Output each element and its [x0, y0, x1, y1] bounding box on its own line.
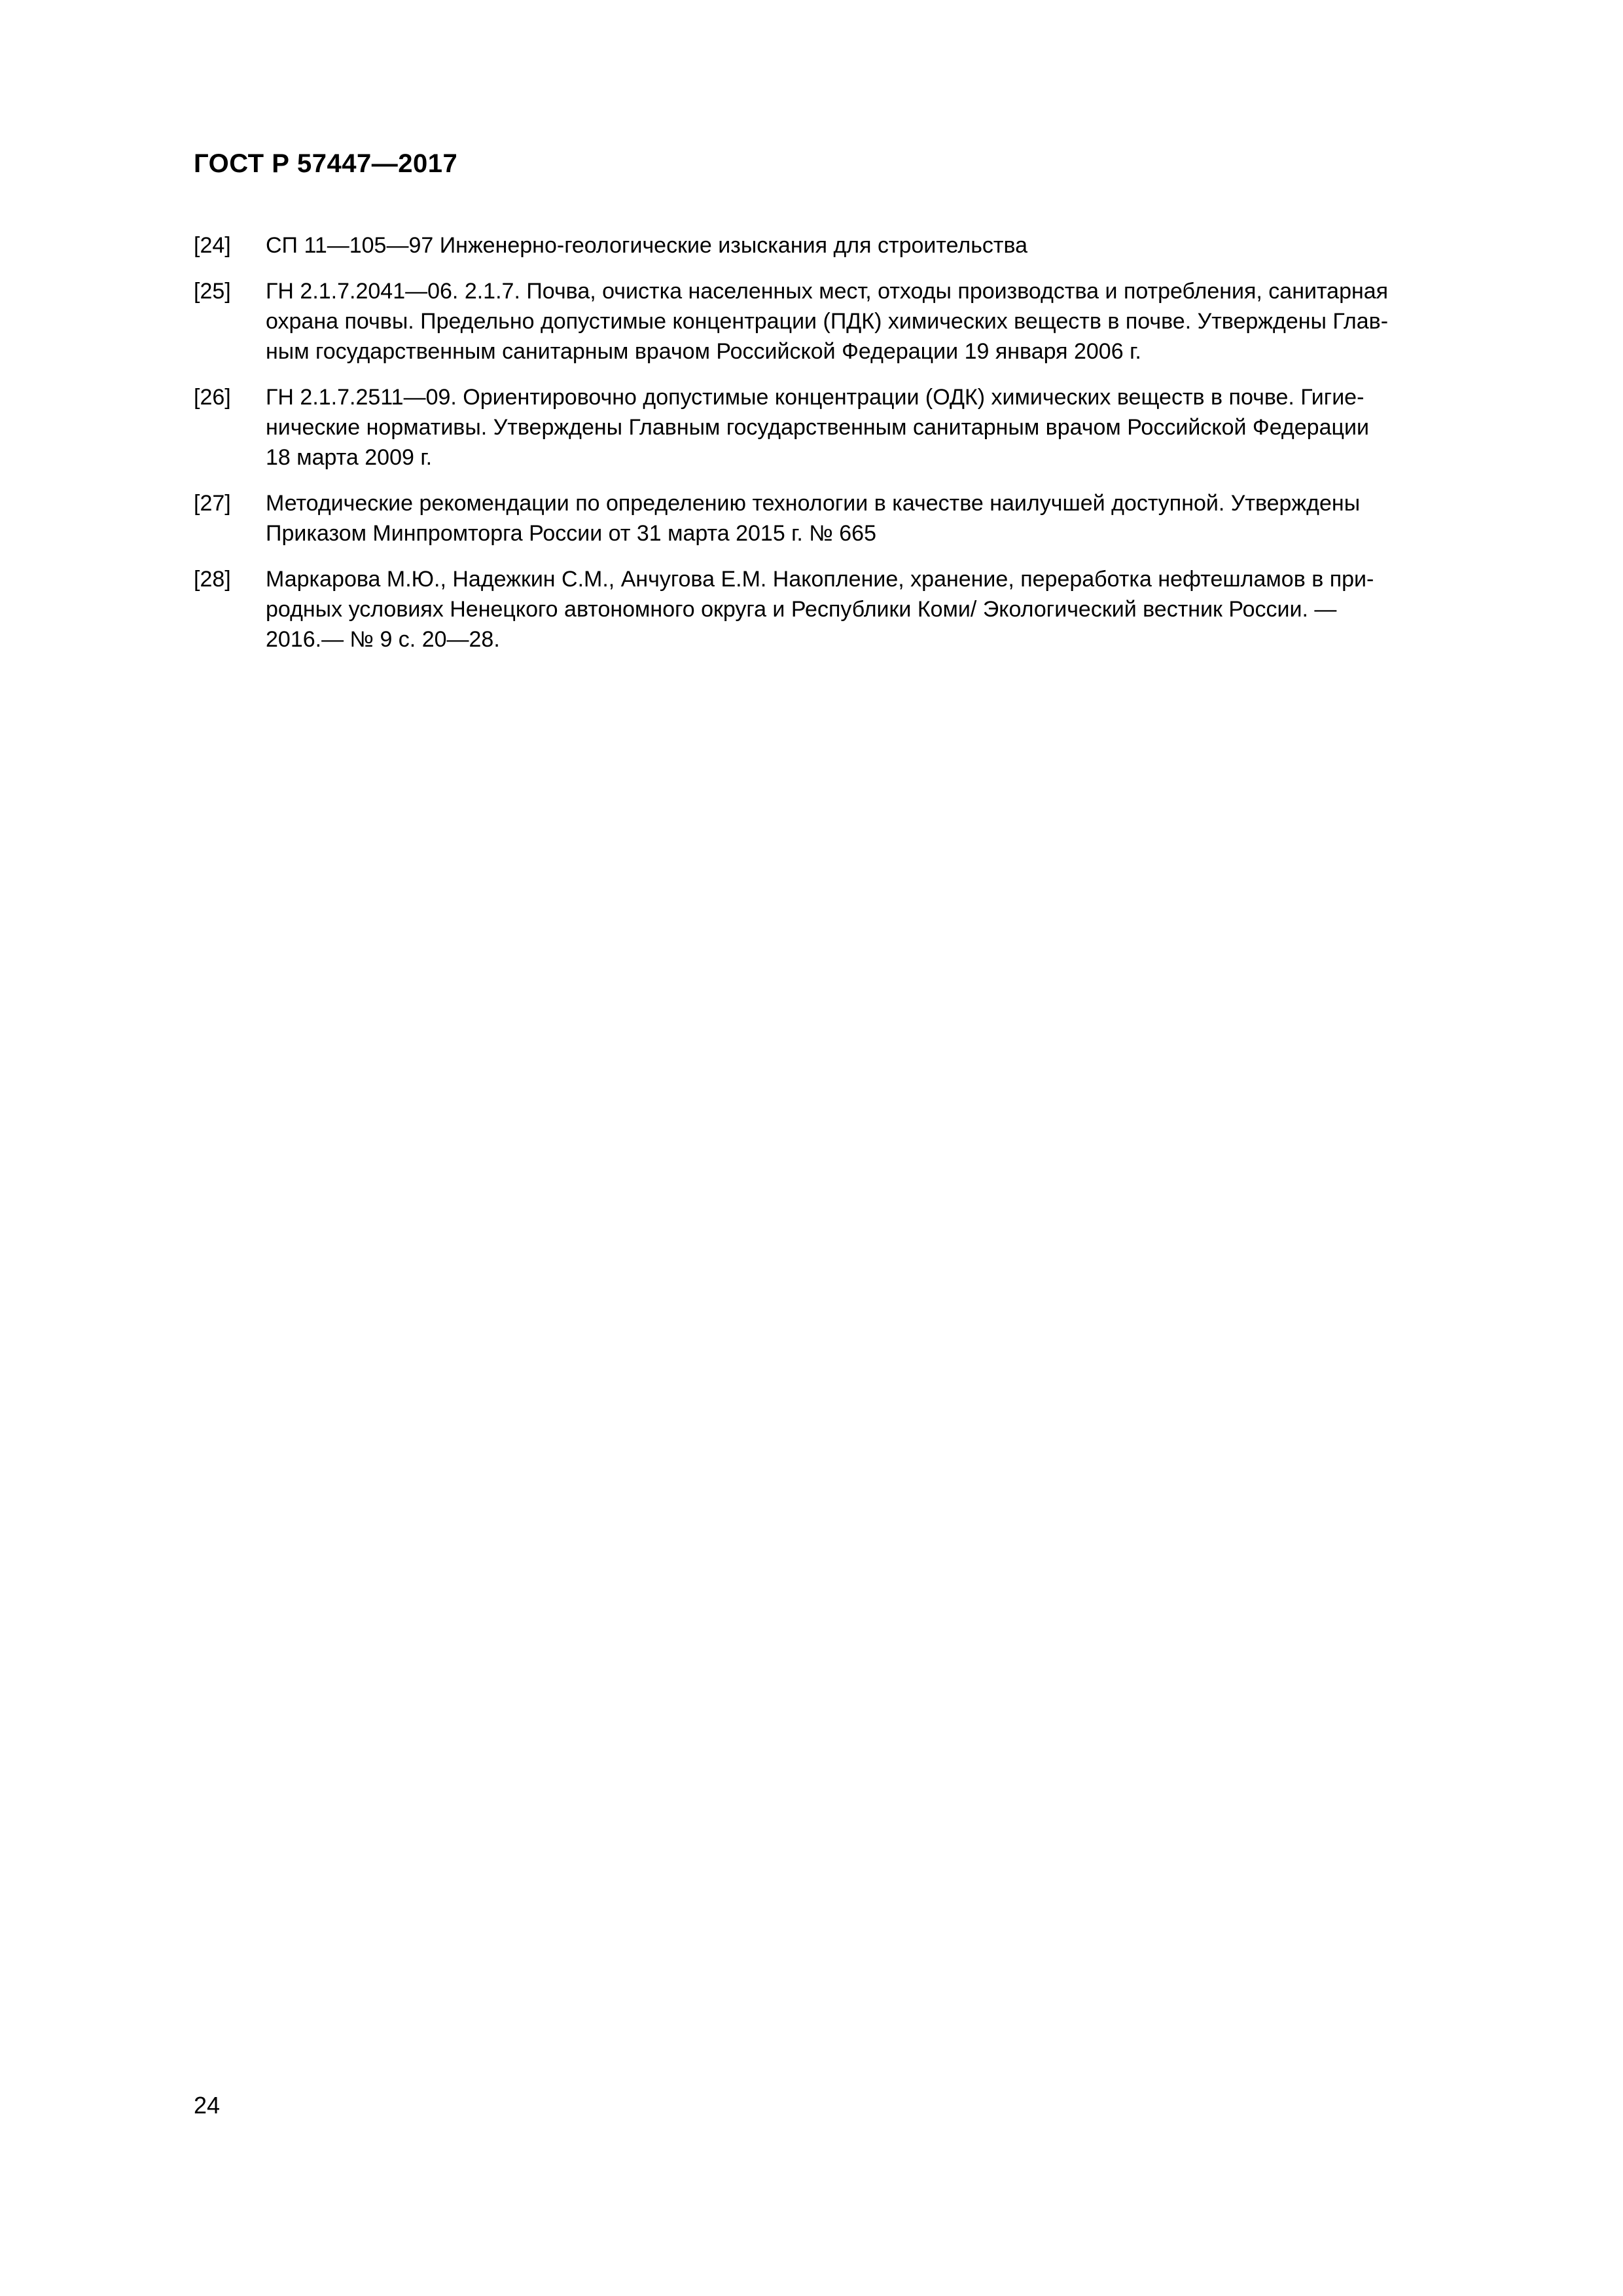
page-number: 24: [194, 2092, 221, 2119]
reference-entry: [194, 276, 1525, 367]
reference-text: СП 11—105—97 Инженерно-геологические изыскания для строительства: [266, 233, 1028, 258]
reference-entry: [194, 382, 1525, 473]
reference-list: [194, 230, 1525, 670]
reference-text: Методические рекомендации по определению технологии в качестве наилучшей доступной. Утверждены Приказом Минпромторга России от 31 марта 2015 г. № 665: [266, 491, 1361, 546]
reference-number: [25]: [194, 279, 231, 304]
page-header-standard-id: ГОСТ Р 57447—2017: [194, 149, 458, 178]
reference-text: Маркарова М.Ю., Надежкин С.М., Анчугова Е.М. Накопление, хранение, переработка нефтешламов в при- родных условиях Ненецкого автономного округа и Республики Коми/ Экологический вестник России. — 2016.— № 9 с. 20—28.: [266, 567, 1374, 652]
reference-entry: [194, 230, 1525, 260]
reference-number: [24]: [194, 233, 231, 258]
reference-number: [27]: [194, 491, 231, 516]
reference-number: [26]: [194, 385, 231, 410]
reference-entry: [194, 488, 1525, 548]
reference-entry: [194, 564, 1525, 655]
reference-number: [28]: [194, 567, 231, 592]
reference-text: ГН 2.1.7.2511—09. Ориентировочно допустимые концентрации (ОДК) химических веществ в почве. Гигие- нические нормативы. Утверждены Главным государственным санитарным врачом Российской Федерации 18 марта 2009 г.: [266, 385, 1369, 470]
reference-text: ГН 2.1.7.2041—06. 2.1.7. Почва, очистка населенных мест, отходы производства и потребления, санитарная охрана почвы. Предельно допустимые концентрации (ПДК) химических веществ в почве. Утверждены Глав- ным государственным санитарным врачом Российской Федерации 19 января 2006 г.: [266, 279, 1389, 364]
